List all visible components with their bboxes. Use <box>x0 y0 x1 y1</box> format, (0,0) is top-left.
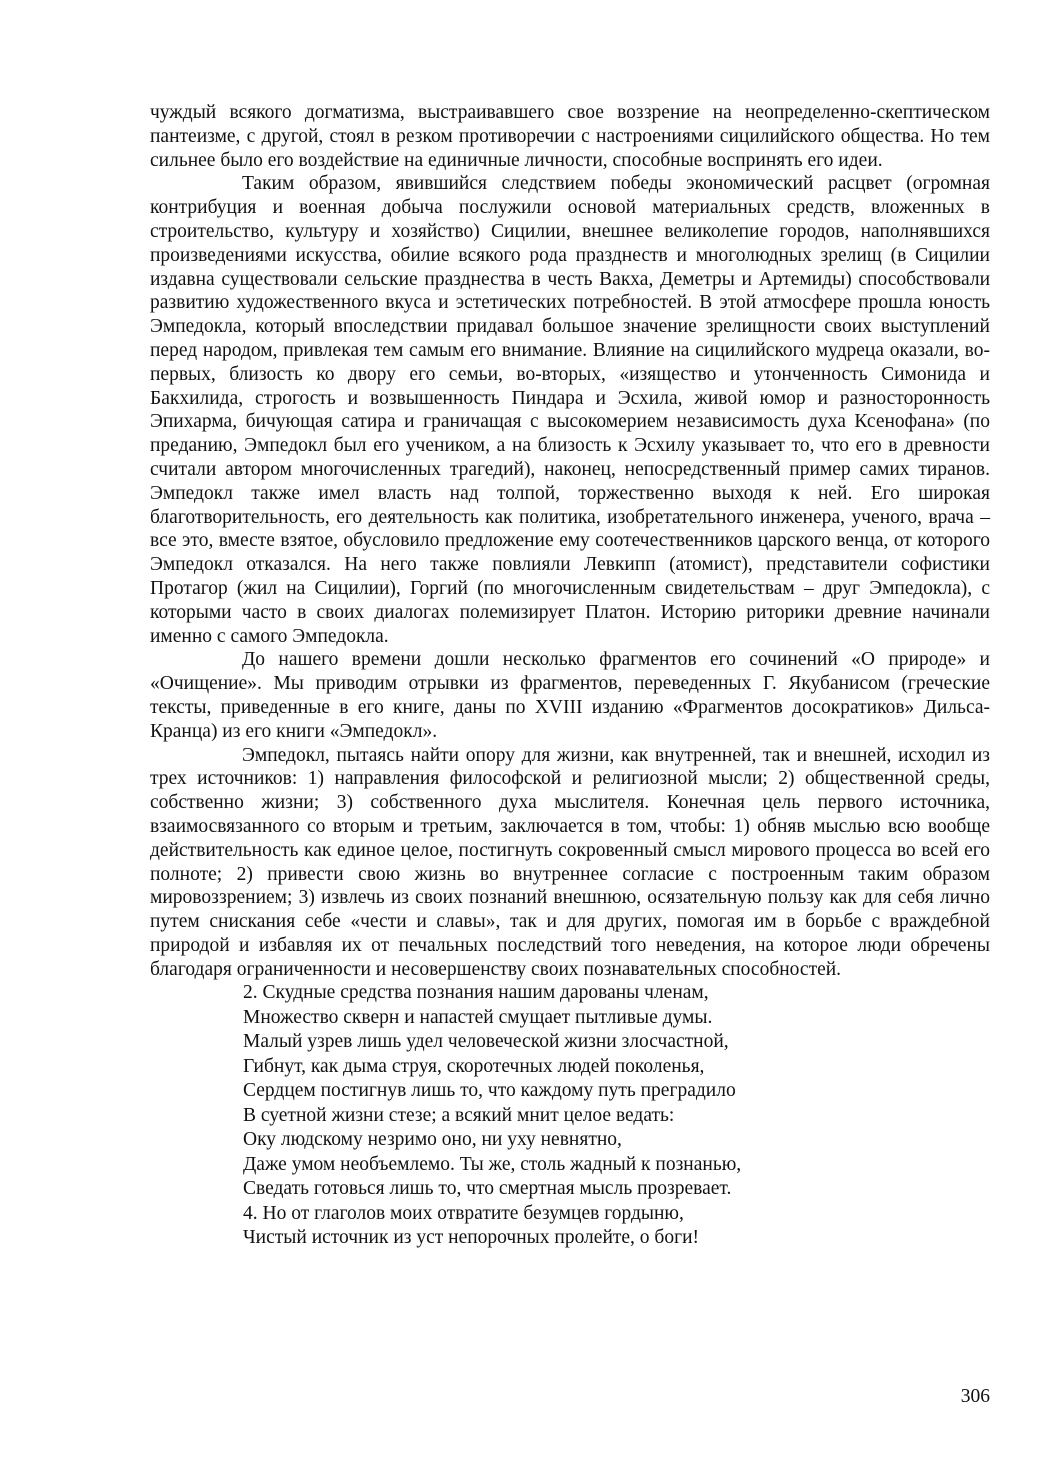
poem-line: Чистый источник из уст непорочных пролейте, о боги! <box>243 1227 700 1249</box>
poem-line: Даже умом необъемлемо. Ты же, столь жадный к познанью, <box>243 1153 742 1175</box>
poem-line: Гибнут, как дыма струя, скоротечных людей поколенья, <box>243 1055 705 1077</box>
poem-line: Множество скверн и напастей смущает пытливые думы. <box>243 1006 713 1028</box>
page-number: 306 <box>960 1386 990 1407</box>
paragraph-sicily-prosperity: Таким образом, явившийся следствием победы экономический расцвет (огромная контрибуция и военная добыча послужили основой материальных средств, вложенных в строительство, культуру и хозяйство) Сицилии, внешнее великолепие городов, наполнявшихся произведениями искусства, обилие всякого рода празднеств и многолюдных зрелищ (в Сицилии издавна существовали сельские празднества в честь Вакха, Деметры и Артемиды) способствовали развитию художественного вкуса и эстетических потребностей. В этой атмосфере прошла юность Эмпедокла, который впоследствии придавал большое значение зрелищности своих выступлений перед народом, привлекая тем самым его внимание. Влияние на сицилийского мудреца оказали, во-первых, близость ко двору его семьи, во-вторых, «изящество и утонченность Симонида и Бакхилида, строгость и возвышенность Пиндара и Эсхила, живой юмор и разносторонность Эпихарма, бичующая сатира и граничащая с высокомерием независимость духа Ксенофана» (по преданию, Эмпедокл был его учеником, а на близость к Эсхилу указывает то, что его в древности считали автором многочисленных трагедий), наконец, непосредственный пример самих тиранов. Эмпедокл также имел власть над толпой, торжественно выходя к ней. Его широкая благотворительность, его деятельность как политика, изобретательного инженера, ученого, врача – все это, вместе взятое, обусловило предложение ему соотечественников царского венца, от которого Эмпедокл отказался. На него также повлияли Левкипп (атомист), представители софистики Протагор (жил на Сицилии), Горгий (по многочисленным свидетельствам – друг Эмпедокла), с которыми часто в своих диалогах полемизирует Платон. Историю риторики древние начинали именно с самого Эмпедокла. <box>150 173 990 647</box>
poem-line: 2. Скудные средства познания нашим дарованы членам, <box>243 982 709 1004</box>
poem-line: Сведать готовься лишь то, что смертная мысль прозревает. <box>243 1178 732 1200</box>
poem-line: Оку людскому незримо оно, ни уху невнятно, <box>243 1129 622 1151</box>
poem-line: 4. Но от глаголов моих отвратите безумцев гордыню, <box>243 1202 684 1224</box>
poem-line: В суетной жизни стезе; а всякий мнит целое ведать: <box>243 1104 675 1126</box>
paragraph-three-sources: Эмпедокл, пытаясь найти опору для жизни, как внутренней, так и внешней, исходил из трех источников: 1) направления философской и религиозной мысли; 2) общественной среды, собственно жизни; 3) собственного духа мыслителя. Конечная цель первого источника, взаимосвязанного со вторым и третьим, заключается в том, чтобы: 1) обняв мыслью всю вообще действительность как единое целое, постигнуть сокровенный смысл мирового процесса во всей его полноте; 2) привести свою жизнь во внутреннее согласие с построенным таким образом мировоззрением; 3) извлечь из своих познаний внешнюю, осязательную пользу как для себя лично путем снискания себе «чести и славы», так и для других, помогая им в борьбе с враждебной природой и избавляя их от печальных последствий того неведения, на которое люди обречены благодаря ограниченности и несовершенству своих познавательных способностей. <box>150 744 990 980</box>
poem-line: Сердцем постигнув лишь то, что каждому путь преградило <box>243 1080 736 1102</box>
paragraph-fragments: До нашего времени дошли несколько фрагментов его сочинений «О природе» и «Очищение». Мы приводим отрывки из фрагментов, переведенных Г. Якубанисом (греческие тексты, приведенные в его книге, даны по XVIII изданию «Фрагментов досократиков» Дильса-Кранца) из его книги «Эмпедокл». <box>150 649 990 742</box>
poem-excerpt <box>150 981 990 1251</box>
paragraph-continued: чуждый всякого догматизма, выстраивавшего свое воззрение на неопределенно-скептическом пантеизме, с другой, стоял в резком противоречии с настроениями сицилийского общества. Но тем сильнее было его воздействие на единичные личности, способные воспринять его идеи. <box>150 102 990 171</box>
body-text <box>150 101 990 1251</box>
poem-line: Малый узрев лишь удел человеческой жизни злосчастной, <box>243 1031 729 1053</box>
